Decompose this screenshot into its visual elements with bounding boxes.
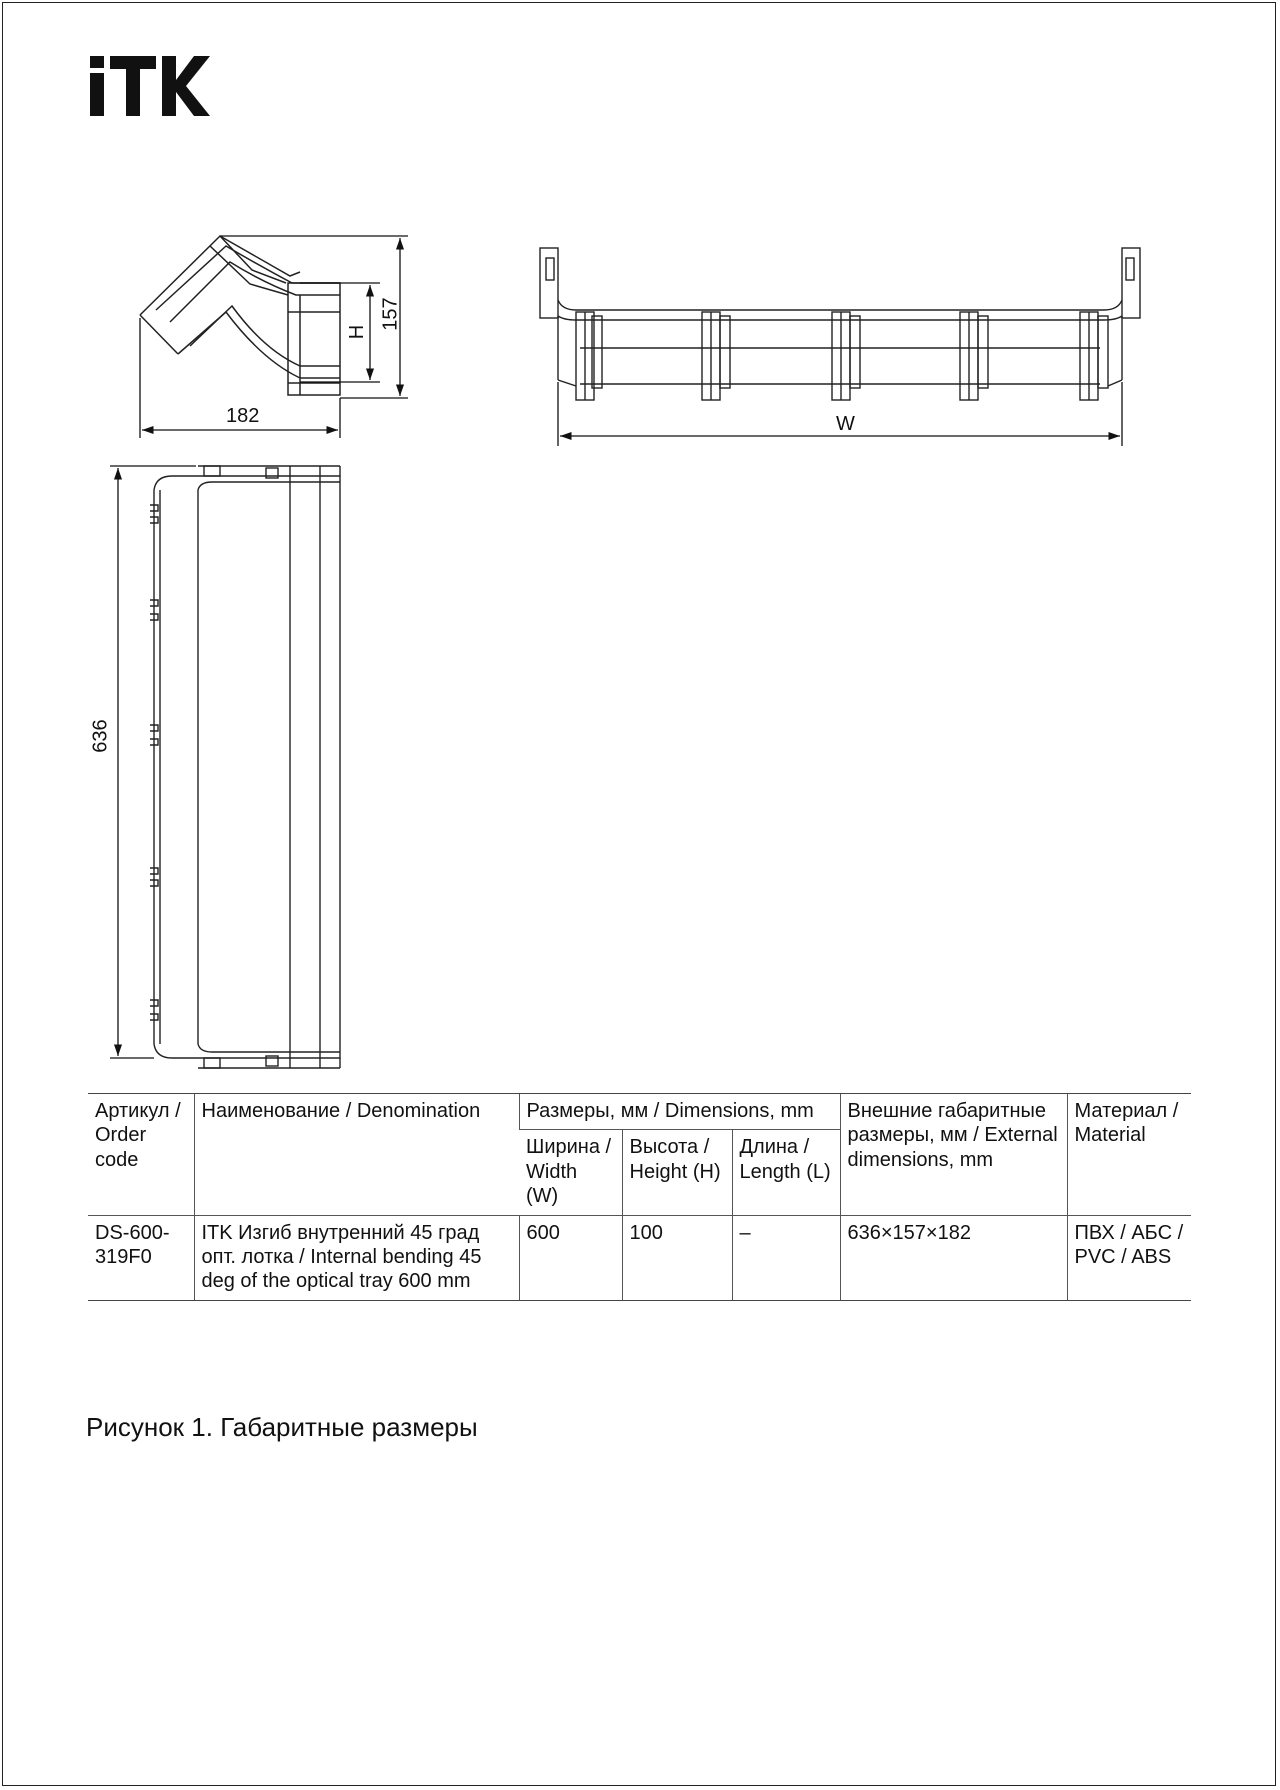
side-view <box>140 236 340 395</box>
plan-view <box>150 466 340 1068</box>
header-width: Ширина / Width (W) <box>519 1130 622 1215</box>
header-dimensions: Размеры, мм / Dimensions, mm <box>519 1094 840 1130</box>
cell-height: 100 <box>622 1215 732 1300</box>
cell-external: 636×157×182 <box>840 1215 1067 1300</box>
dimension-157-label: 157 <box>379 297 402 331</box>
header-name: Наименование / Denomination <box>194 1094 519 1216</box>
dimension-182-label: 182 <box>226 405 260 427</box>
header-length: Длина / Length (L) <box>732 1130 840 1215</box>
header-external: Внешние габаритные размеры, мм / External dimensions, mm <box>840 1094 1067 1216</box>
dimension-w-label: W <box>836 413 855 435</box>
header-height: Высота / Height (H) <box>622 1130 732 1215</box>
cell-material: ПВХ / АБС / PVC / ABS <box>1067 1215 1191 1300</box>
figure-caption: Рисунок 1. Габаритные размеры <box>86 1412 478 1442</box>
header-material: Материал / Material <box>1067 1094 1191 1216</box>
specification-table <box>88 1093 1191 1301</box>
cell-name: ITK Изгиб внутренний 45 град опт. лотка / Internal bending 45 deg of the optical tray 600 mm <box>194 1215 519 1300</box>
dimension-h-label: H <box>346 324 369 340</box>
cell-article: DS-600-319F0 <box>88 1215 194 1300</box>
header-article: Артикул / Order code <box>88 1094 194 1216</box>
table-row <box>88 1215 1191 1300</box>
plan-view-dimensions <box>110 466 196 1058</box>
cell-length: – <box>732 1215 840 1300</box>
table-header-row <box>88 1094 1191 1130</box>
front-view <box>540 248 1140 400</box>
dimension-636-label: 636 <box>89 719 112 753</box>
cell-width: 600 <box>519 1215 622 1300</box>
clip-group <box>576 312 1108 400</box>
